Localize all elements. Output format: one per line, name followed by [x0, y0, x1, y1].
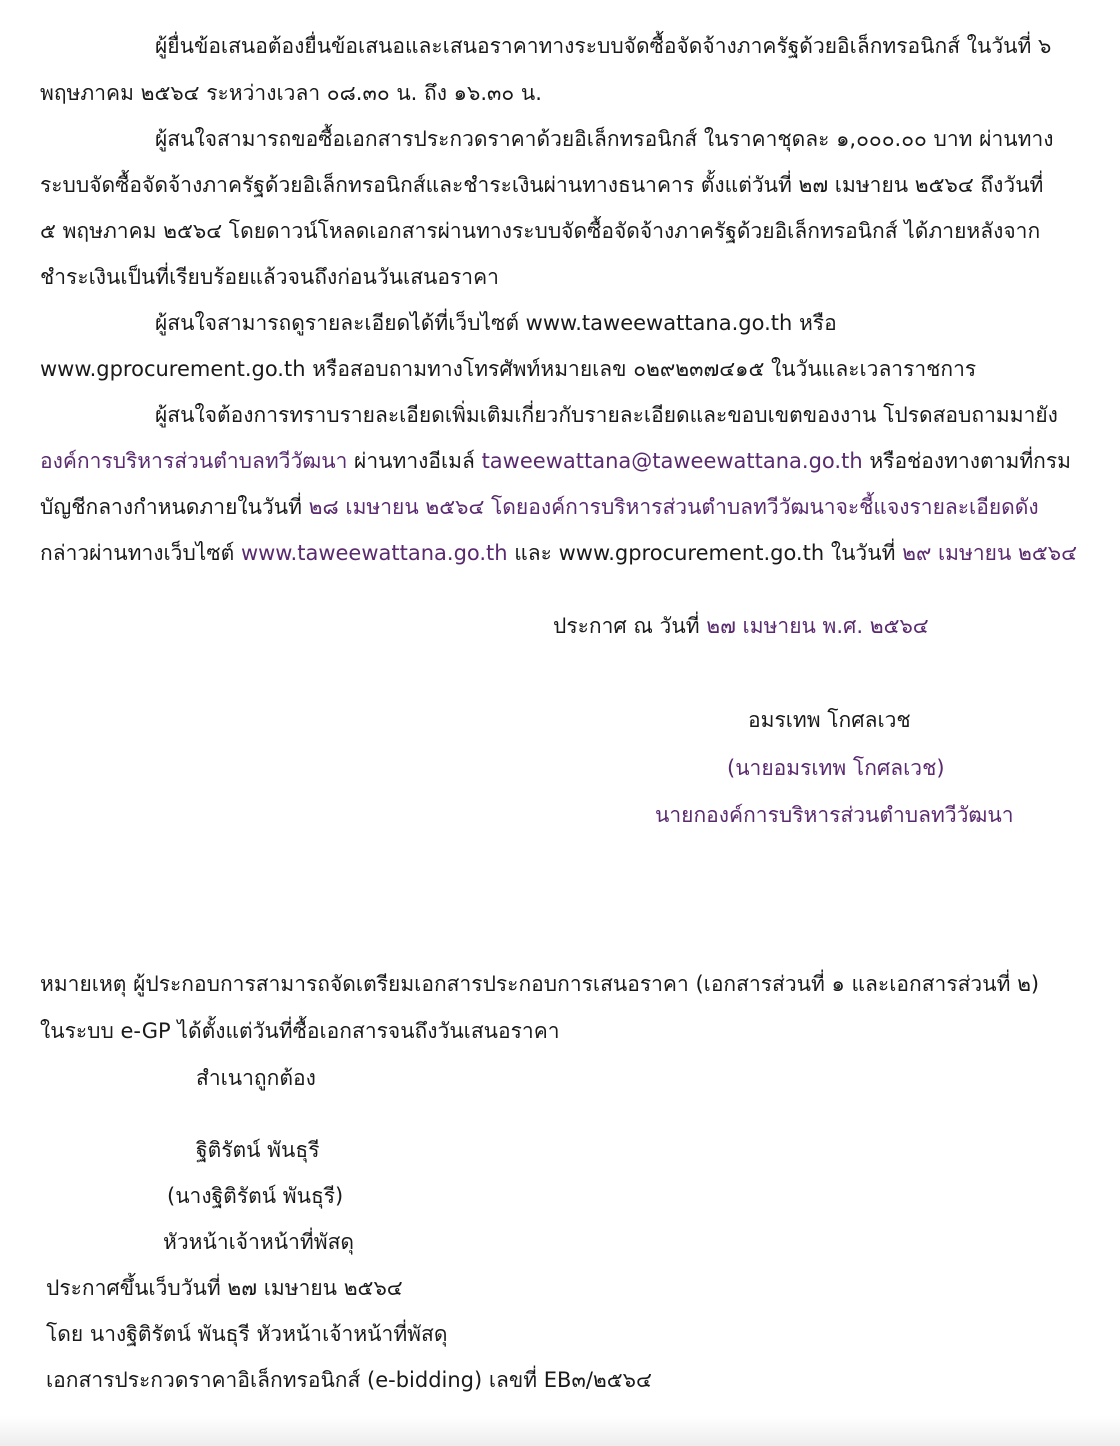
certified-name: ฐิติรัตน์ พันธุรี	[196, 1138, 320, 1162]
signer-position: นายกองค์การบริหารส่วนตำบลทวีวัฒนา	[655, 803, 1014, 827]
para4-line3	[40, 492, 1039, 522]
signer-name: อมรเทพ โกศลเวช	[748, 708, 911, 732]
para4-line4-mid: และ www.gprocurement.go.th ในวันที่	[507, 541, 903, 565]
certified-full-name: (นางฐิติรัตน์ พันธุรี)	[167, 1184, 344, 1208]
para4-line2-tail: หรือช่องทางตามที่กรม	[862, 449, 1072, 473]
para2-line2: ระบบจัดซื้อจัดจ้างภาครัฐด้วยอิเล็กทรอนิกส์และชำระเงินผ่านทางธนาคาร ตั้งแต่วันที่ ๒๗ เมษายน ๒๕๖๔ ถึงวันที่	[40, 173, 1044, 197]
announce-prefix: ประกาศ ณ วันที่	[553, 614, 707, 638]
para2-line1: ผู้สนใจสามารถขอซื้อเอกสารประกวดราคาด้วยอิเล็กทรอนิกส์ ในราคาชุดละ ๑,๐๐๐.๐๐ บาท ผ่านทาง	[155, 127, 1054, 151]
announce-date: ๒๗ เมษายน พ.ศ. ๒๕๖๔	[706, 614, 929, 638]
para4-line2-text: ผ่านทางอีเมล์	[347, 449, 482, 473]
para3-line1: ผู้สนใจสามารถดูรายละเอียดได้ที่เว็บไซต์ www.taweewattana.go.th หรือ	[155, 311, 837, 335]
org-name: องค์การบริหารส่วนตำบลทวีวัฒนา	[40, 449, 348, 473]
para2-line4: ชำระเงินเป็นที่เรียบร้อยแล้วจนถึงก่อนวันเสนอราคา	[40, 265, 499, 289]
para4-line3-text: บัญชีกลางกำหนดภายในวันที่	[40, 495, 309, 519]
signer-full-name: (นายอมรเทพ โกศลเวช)	[727, 756, 945, 780]
website-link[interactable]: www.taweewattana.go.th	[240, 541, 508, 565]
para4-line1: ผู้สนใจต้องการทราบรายละเอียดเพิ่มเติมเกี่ยวกับรายละเอียดและขอบเขตของงาน โปรดสอบถามมายัง	[155, 403, 1058, 427]
certified-label: สำเนาถูกต้อง	[196, 1066, 316, 1090]
para1-line1: ผู้ยื่นข้อเสนอต้องยื่นข้อเสนอและเสนอราคาทางระบบจัดซื้อจัดจ้างภาครัฐด้วยอิเล็กทรอนิกส์ ในวันที่ ๖	[155, 34, 1052, 58]
announce-line	[553, 611, 929, 641]
page-bottom-shadow	[0, 1416, 1120, 1446]
para4-line4-text: กล่าวผ่านทางเว็บไซต์	[40, 541, 241, 565]
footer-line2: โดย นางฐิติรัตน์ พันธุรี หัวหน้าเจ้าหน้าที่พัสดุ	[46, 1322, 448, 1346]
para3-line2: www.gprocurement.go.th หรือสอบถามทางโทรศัพท์หมายเลข ๐๒๙๒๓๗๔๑๕ ในวันและเวลาราชการ	[40, 357, 977, 381]
certified-position: หัวหน้าเจ้าหน้าที่พัสดุ	[163, 1230, 355, 1254]
remark-line1: หมายเหตุ ผู้ประกอบการสามารถจัดเตรียมเอกสารประกอบการเสนอราคา (เอกสารส่วนที่ ๑ และเอกสารส่วนที่ ๒)	[40, 972, 1040, 996]
contact-email-link[interactable]: taweewattana@taweewattana.go.th	[481, 449, 863, 473]
remark-line2: ในระบบ e-GP ได้ตั้งแต่วันที่ซื้อเอกสารจนถึงวันเสนอราคา	[40, 1019, 560, 1043]
footer-line3: เอกสารประกวดราคาอิเล็กทรอนิกส์ (e-bidding) เลขที่ EB๓/๒๕๖๔	[46, 1368, 652, 1392]
para2-line3: ๕ พฤษภาคม ๒๕๖๔ โดยดาวน์โหลดเอกสารผ่านทางระบบจัดซื้อจัดจ้างภาครัฐด้วยอิเล็กทรอนิกส์ ได้ภายหลังจาก	[40, 219, 1041, 243]
para4-line4	[40, 538, 1077, 568]
para4-line2	[40, 446, 1071, 476]
footer-line1: ประกาศขึ้นเว็บวันที่ ๒๗ เมษายน ๒๕๖๔	[46, 1276, 403, 1300]
clarify-date: ๒๙ เมษายน ๒๕๖๔	[902, 541, 1077, 565]
deadline-text: ๒๘ เมษายน ๒๕๖๔ โดยองค์การบริหารส่วนตำบลทวีวัฒนาจะชี้แจงรายละเอียดดัง	[308, 495, 1039, 519]
para1-line2: พฤษภาคม ๒๕๖๔ ระหว่างเวลา ๐๘.๓๐ น. ถึง ๑๖.๓๐ น.	[40, 81, 542, 105]
